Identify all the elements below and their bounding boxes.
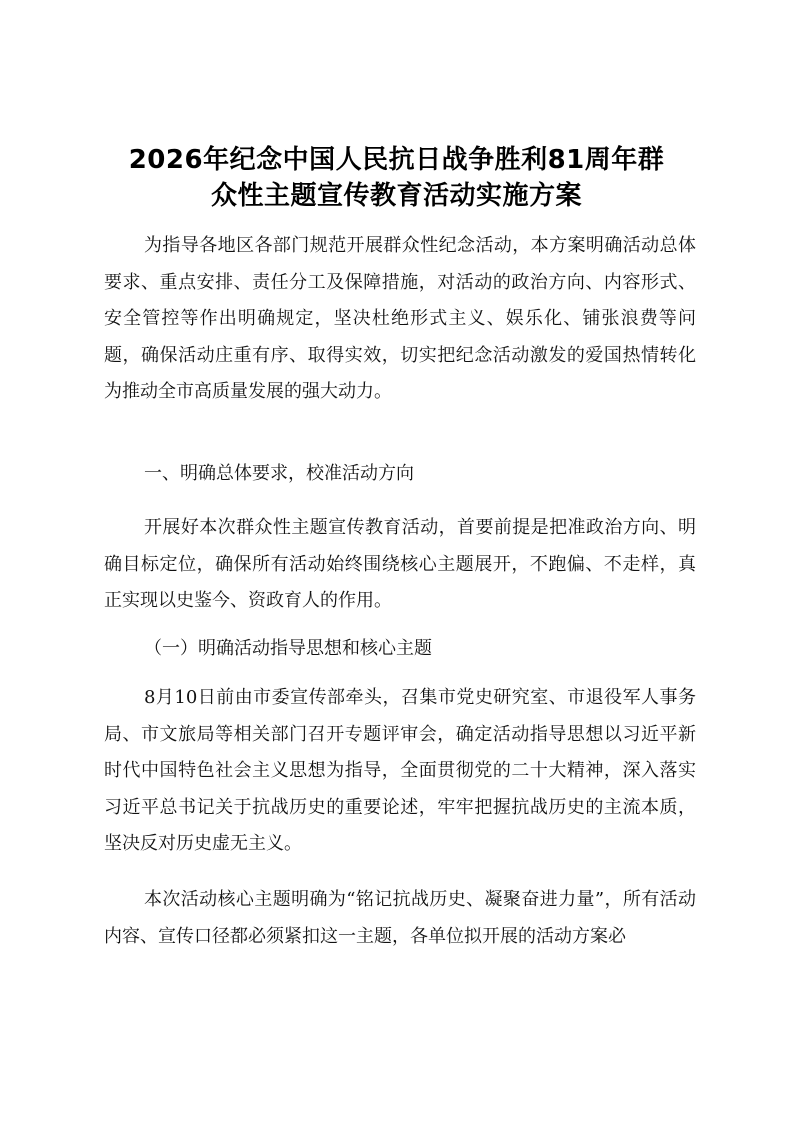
- section1-heading: 一、明确总体要求，校准活动方向: [144, 463, 414, 484]
- intro-paragraph: 为指导各地区各部门规范开展群众性纪念活动，本方案明确活动总体要求、重点安排、责任分工及保障措施，对活动的政治方向、内容形式、安全管控等作出明确规定，坚决杜绝形式主义、娱乐化、铺张浪费等问题，确保活动庄重有序、取得实效，切实把纪念活动激发的爱国热情转化为推动全市高质量发展的强大动力。: [104, 235, 696, 402]
- subsection1-paragraph1: 8月10日前由市委宣传部牵头，召集市党史研究室、市退役军人事务局、市文旅局等相关部门召开专题评审会，确定活动指导思想以习近平新时代中国特色社会主义思想为指导，全面贯彻党的二十大精神，深入落实习近平总书记关于抗战历史的重要论述，牢牢把握抗战历史的主流本质，坚决反对历史虚无主义。: [104, 687, 696, 854]
- document-title-line2: 众性主题宣传教育活动实施方案: [210, 181, 582, 211]
- subsection1-heading: （一）明确活动指导思想和核心主题: [144, 638, 432, 659]
- document-title-line1: 2026年纪念中国人民抗日战争胜利81周年群: [128, 145, 665, 175]
- section1-paragraph: 开展好本次群众性主题宣传教育活动，首要前提是把准政治方向、明确目标定位，确保所有活动始终围绕核心主题展开，不跑偏、不走样，真正实现以史鉴今、资政育人的作用。: [104, 517, 696, 611]
- subsection1-paragraph2: 本次活动核心主题明确为“铭记抗战历史、凝聚奋进力量”，所有活动内容、宣传口径都必须紧扣这一主题，各单位拟开展的活动方案必: [104, 889, 696, 947]
